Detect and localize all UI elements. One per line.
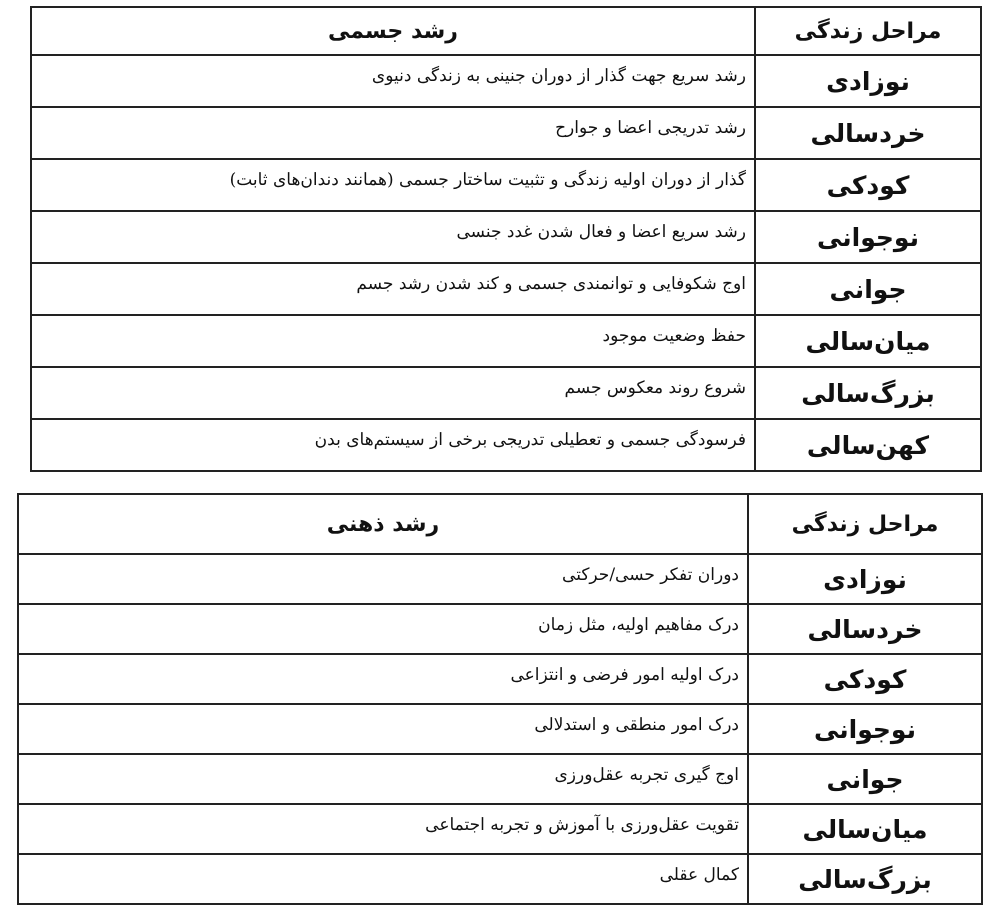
description-cell: حفظ وضعیت موجود xyxy=(31,315,755,367)
description-cell: رشد سریع اعضا و فعال شدن غدد جنسی xyxy=(31,211,755,263)
stage-cell: جوانی xyxy=(748,754,982,804)
stage-cell: خردسالی xyxy=(755,107,981,159)
description-cell: درک اولیه امور فرضی و انتزاعی xyxy=(18,654,748,704)
description-cell: شروع روند معکوس جسم xyxy=(31,367,755,419)
table-row xyxy=(31,263,981,315)
stage-column-header: مراحل زندگی xyxy=(748,494,982,554)
description-cell: فرسودگی جسمی و تعطیلی تدریجی برخی از سیستم‌های بدن xyxy=(31,419,755,471)
table-row xyxy=(18,554,982,604)
table-row xyxy=(18,604,982,654)
stage-cell: کهن‌سالی xyxy=(755,419,981,471)
stage-cell: بزرگ‌سالی xyxy=(755,367,981,419)
table-row xyxy=(31,107,981,159)
description-cell: تقویت عقل‌ورزی با آموزش و تجربه اجتماعی xyxy=(18,804,748,854)
stage-cell: نوجوانی xyxy=(755,211,981,263)
table-row xyxy=(31,367,981,419)
table-row xyxy=(18,804,982,854)
header-row xyxy=(31,7,981,55)
physical-development-table xyxy=(30,6,982,472)
description-cell: درک امور منطقی و استدلالی xyxy=(18,704,748,754)
table-row xyxy=(31,159,981,211)
description-column-header: رشد جسمی xyxy=(31,7,755,55)
stage-column-header: مراحل زندگی xyxy=(755,7,981,55)
description-cell: رشد تدریجی اعضا و جوارح xyxy=(31,107,755,159)
table-row xyxy=(31,55,981,107)
stage-cell: جوانی xyxy=(755,263,981,315)
description-cell: درک مفاهیم اولیه، مثل زمان xyxy=(18,604,748,654)
table-row xyxy=(18,654,982,704)
table-row xyxy=(18,854,982,904)
header-row xyxy=(18,494,982,554)
stage-cell: میان‌سالی xyxy=(755,315,981,367)
description-cell: گذار از دوران اولیه زندگی و تثبیت ساختار جسمی (همانند دندان‌های ثابت) xyxy=(31,159,755,211)
stage-cell: خردسالی xyxy=(748,604,982,654)
stage-cell: نوزادی xyxy=(748,554,982,604)
stage-cell: بزرگ‌سالی xyxy=(748,854,982,904)
table-row xyxy=(31,211,981,263)
description-cell: اوج گیری تجربه عقل‌ورزی xyxy=(18,754,748,804)
stage-cell: کودکی xyxy=(755,159,981,211)
description-column-header: رشد ذهنی xyxy=(18,494,748,554)
mental-development-table xyxy=(17,493,983,905)
table-row xyxy=(18,754,982,804)
description-cell: کمال عقلی xyxy=(18,854,748,904)
description-cell: رشد سریع جهت گذار از دوران جنینی به زندگی دنیوی xyxy=(31,55,755,107)
description-cell: اوج شکوفایی و توانمندی جسمی و کند شدن رشد جسم xyxy=(31,263,755,315)
description-cell: دوران تفکر حسی/حرکتی xyxy=(18,554,748,604)
table-row xyxy=(18,704,982,754)
table-row xyxy=(31,315,981,367)
stage-cell: نوزادی xyxy=(755,55,981,107)
stage-cell: میان‌سالی xyxy=(748,804,982,854)
stage-cell: کودکی xyxy=(748,654,982,704)
table-row xyxy=(31,419,981,471)
stage-cell: نوجوانی xyxy=(748,704,982,754)
